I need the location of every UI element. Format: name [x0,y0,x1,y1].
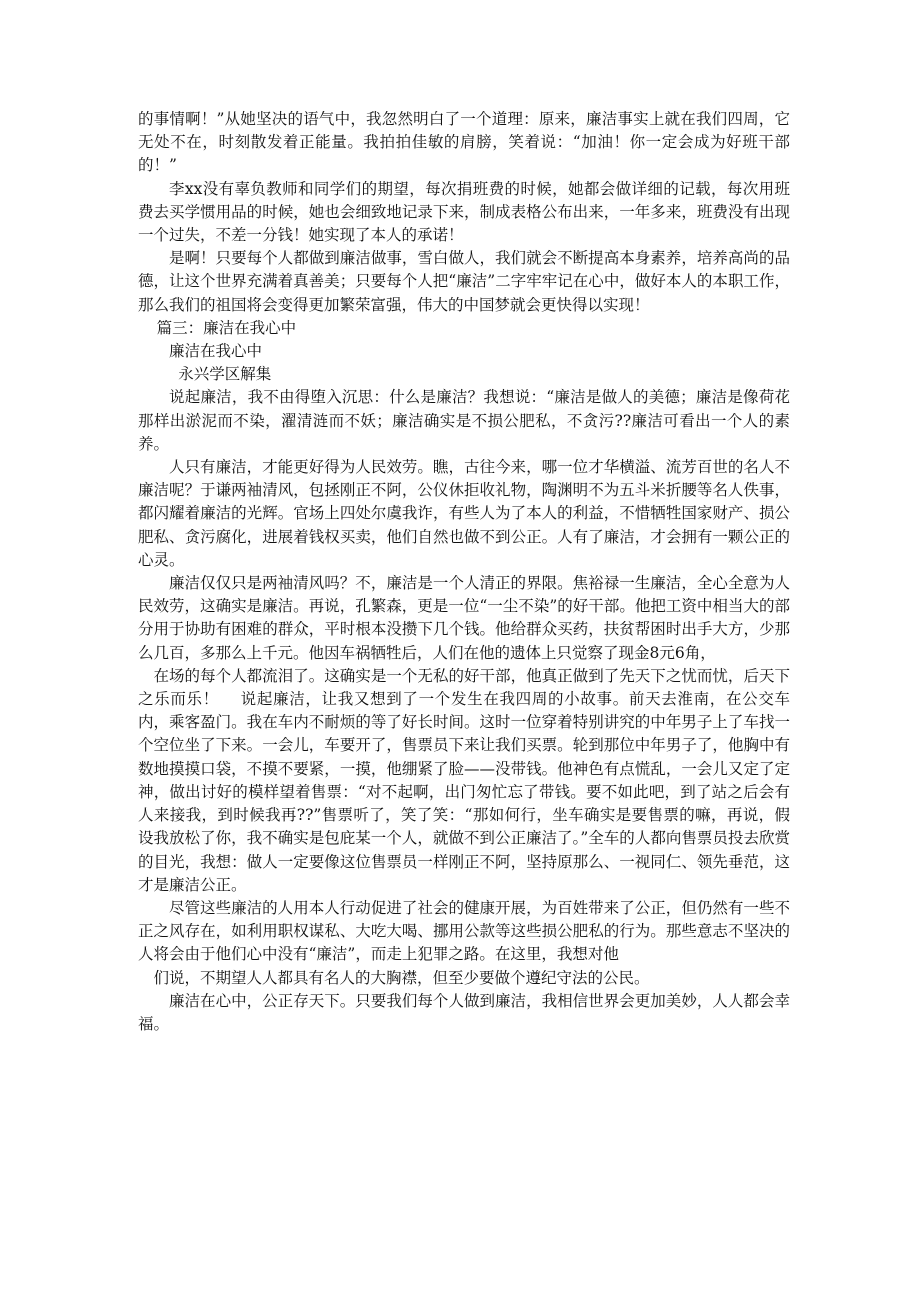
author-line: 永兴学区解集 [178,365,272,384]
paragraph-4: 说起廉洁，我不由得堕入沉思：什么是廉洁？我想说：“廉洁是做人的美德；廉洁是像荷花那样出淤泥而不染，濯清涟而不妖；廉洁确实是不损公肥私，不贪污??廉洁可看出一个人的素养。 [138,388,790,453]
document-body [138,108,790,1036]
paragraph-1: 的事情啊！”从她坚决的语气中，我忽然明白了一个道理：原来，廉洁事实上就在我们四周，它无处不在，时刻散发着正能量。我拍拍佳敏的肩膀，笑着说：“加油！你一定会成为好班干部的！” [138,110,790,175]
essay-title: 廉洁在我心中 [169,342,263,361]
paragraph-10: 廉洁在心中，公正存天下。只要我们每个人做到廉洁，我相信世界会更加美妙，人人都会幸福。 [138,991,790,1033]
paragraph-5: 人只有廉洁，才能更好得为人民效劳。瞧，古往今来，哪一位才华横溢、流芳百世的名人不廉洁呢？于谦两袖清风，包拯刚正不阿，公仪休拒收礼物，陶渊明不为五斗米折腰等名人佚事，都闪耀着廉洁的光辉。官场上四处尔虞我诈，有些人为了本人的利益，不惜牺牲国家财产、损公肥私、贪污腐化，进展着钱权买卖，他们自然也做不到公正。人有了廉洁，才会拥有一颗公正的心灵。 [138,458,790,569]
paragraph-6: 廉洁仅仅只是两袖清风吗？不，廉洁是一个人清正的界限。焦裕禄一生廉洁，全心全意为人民效劳，这确实是廉洁。再说，孔繁森，更是一位“一尘不染”的好干部。他把工资中相当大的部分用于协助有困难的群众，平时根本没攒下几个钱。他给群众买药，扶贫帮困时出手大方，少那么几百，多那么上千元。他因车祸牺牲后，人们在他的遗体上只觉察了现金8元6角， [138,574,790,662]
paragraph-7: 在场的每个人都流泪了。这确实是一个无私的好干部，他真正做到了先天下之忧而忧，后天下之乐而乐！ 说起廉洁，让我又想到了一个发生在我四周的小故事。前天去淮南，在公交车内，乘客盈门。我在车内不耐烦的等了好长时间。这时一位穿着特别讲究的中年男子上了车找一个空位坐了下来。一会儿，车要开了，售票员下来让我们买票。轮到那位中年男子了，他胸中有数地摸摸口袋，不摸不要紧，一摸，他绷紧了脸——没带钱。他神色有点慌乱，一会儿又定了定神，做出讨好的模样望着售票：“对不起啊，出门匆忙忘了带钱。要不如此吧，到了站之后会有人来接我，到时候我再??”售票听了，笑了笑：“那如何行，坐车确实是要售票的嘛，再说，假设我放松了你，我不确实是包庇某一个人，就做不到公正廉洁了。”全车的人都向售票员投去欣赏的目光，我想：做人一定要像这位售票员一样刚正不阿，坚持原那么、一视同仁、领先垂范，这才是廉洁公正。 [138,666,790,894]
paragraph-9: 们说，不期望人人都具有名人的大胸襟，但至少要做个遵纪守法的公民。 [153,968,650,987]
section-heading: 篇三：廉洁在我心中 [156,318,297,337]
paragraph-2: 李xx没有辜负教师和同学们的期望，每次捐班费的时候，她都会做详细的记载，每次用班费去买学惯用品的时候，她也会细致地记录下来，制成表格公布出来，一年多来，班费没有出现一个过失，不差一分钱！她实现了本人的承诺！ [138,179,790,245]
paragraph-8: 尽管这些廉洁的人用本人行动促进了社会的健康开展，为百姓带来了公正，但仍然有一些不正之风存在，如利用职权谋私、大吃大喝、挪用公款等这些损公肥私的行为。那些意志不坚决的人将会由于他们心中没有“廉洁”，而走上犯罪之路。在这里，我想对他 [138,898,790,964]
paragraph-3: 是啊！只要每个人都做到廉洁做事，雪白做人，我们就会不断提高本身素养，培养高尚的品德，让这个世界充满着真善美；只要每个人把“廉洁”二字牢牢记在心中，做好本人的本职工作，那么我们的祖国将会变得更加繁荣富强，伟大的中国梦就会更快得以实现！ [138,249,790,314]
